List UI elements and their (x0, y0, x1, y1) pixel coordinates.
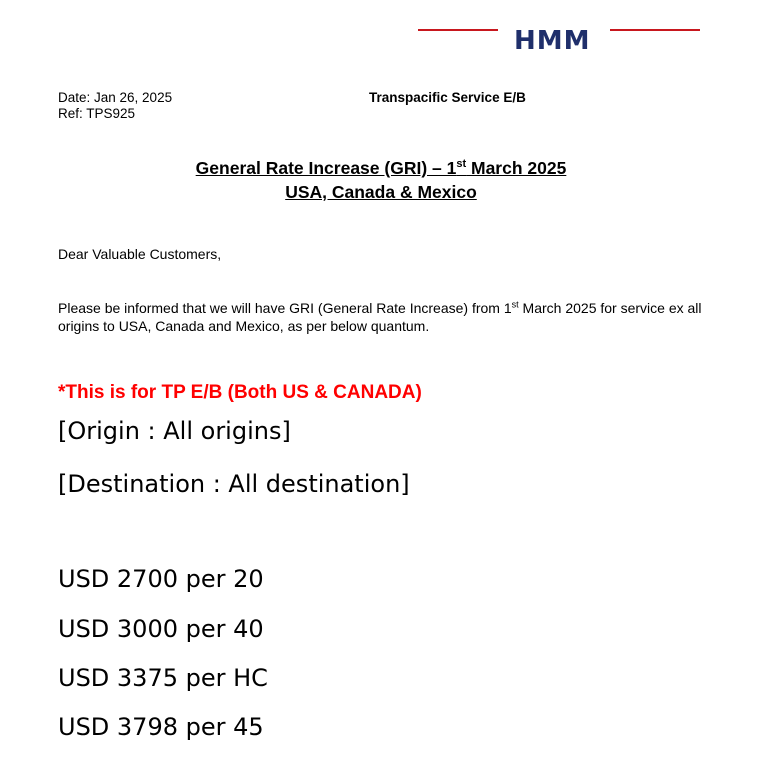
date-line: Date: Jan 26, 2025 (58, 90, 173, 105)
scope-notice: *This is for TP E/B (Both US & CANADA) (58, 382, 422, 403)
rate-line-40: USD 3000 per 40 (58, 615, 264, 643)
rate-line-45: USD 3798 per 45 (58, 713, 264, 741)
rate-line-hc: USD 3375 per HC (58, 664, 268, 692)
hmm-logo (418, 22, 700, 62)
document-title (0, 157, 762, 179)
title-text-pre: General Rate Increase (GRI) – 1 (195, 158, 457, 178)
paragraph-text-post: March 2025 for service ex all origins to USA, Canada and Mexico, as per below quantum. (58, 300, 702, 334)
rate-line-20: USD 2700 per 20 (58, 565, 264, 593)
logo-red-line-left (418, 29, 498, 31)
service-name: Transpacific Service E/B (369, 90, 526, 105)
announcement-paragraph (58, 299, 738, 335)
title-text-post: March 2025 (466, 158, 567, 178)
greeting: Dear Valuable Customers, (58, 246, 222, 262)
destination-scope: [Destination : All destination] (58, 470, 410, 498)
title-superscript: st (456, 158, 467, 171)
logo-red-line-right (610, 29, 700, 31)
origin-scope: [Origin : All origins] (58, 417, 291, 445)
document-subtitle: USA, Canada & Mexico (285, 182, 477, 202)
paragraph-text-pre: Please be informed that we will have GRI (General Rate Increase) from 1 (58, 300, 512, 316)
paragraph-superscript: st (511, 299, 519, 310)
logo-text: HMM (514, 26, 591, 56)
reference-line: Ref: TPS925 (58, 106, 136, 121)
